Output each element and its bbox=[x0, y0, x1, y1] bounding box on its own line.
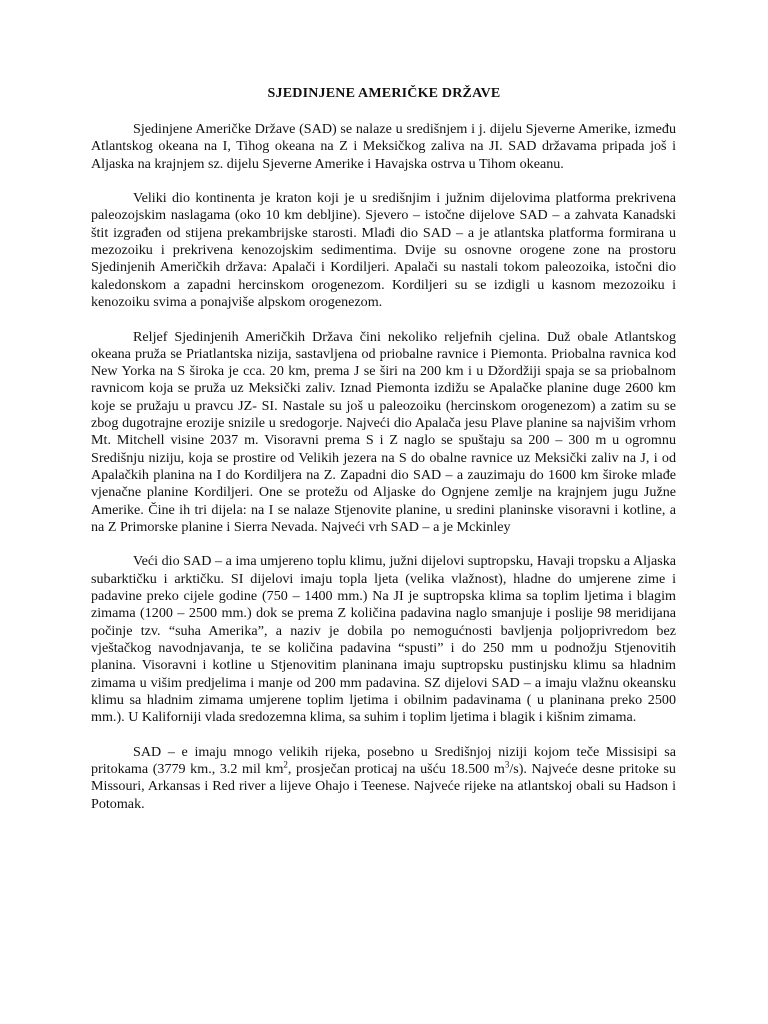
superscript-cubed: 3 bbox=[504, 759, 510, 770]
rivers-text-part-2: , prosječan proticaj na ušću 18.500 m bbox=[287, 760, 505, 777]
paragraph-location: Sjedinjene Američke Države (SAD) se nalaze u središnjem i j. dijelu Sjeverne Amerike, između Atlantskog okeana na I, Tihog okeana na Z i Meksičkog zaliva na JI. SAD državama pripada još i Aljaska na krajnjem sz. dijelu Sjeverne Amerike i Havajska ostrva u Tihom okeanu. bbox=[91, 121, 676, 172]
paragraph-climate: Veći dio SAD – a ima umjereno toplu klimu, južni dijelovi suptropsku, Havaji tropsku a Aljaska subarktičku i arktičku. SI dijelovi imaju topla ljeta (velika vlažnost), hladne do umjerene zime i padavine preko cijele godine (750 – 1400 mm.) Na JI je suptropska klima sa toplim ljetima i blagim zimama (1200 – 2500 mm.) dok se prema Z količina padavina naglo smanjuje i poslije 98 meridijana počinje tzv. “suha Amerika”, a naziv je dobila po nemogućnosti bavljenja poljoprivredom bez vještačkog navodnjavanja, te se količina padavina “spusti” i do 250 mm u podnožju Stjenovitih planina. Visoravni i kotline u Stjenovitim planinana imaju suptropsku pustinjsku klimu sa hladnim zimama u višim predjelima i manje od 200 mm padavina. SZ dijelovi SAD – a imaju vlažnu okeansku klimu sa hladnim zimama umjerene toplim ljetima i obilnim padavinama ( u planinana preko 2500 mm.). U Kaliforniji vlada sredozemna klima, sa suhim i toplim ljetima i blagik i kišnim zimama. bbox=[91, 553, 676, 726]
rivers-text-part-3: /s). Najveće desne pritoke su Missouri, Arkansas i Red river a lijeve Ohajo i Teenese. Najveće rijeke na atlantskoj obali su Hadson i Potomak. bbox=[91, 760, 676, 812]
document-title: SJEDINJENE AMERIČKE DRŽAVE bbox=[267, 86, 501, 101]
paragraph-geology: Veliki dio kontinenta je kraton koji je u središnjim i južnim dijelovima platforma prekrivena paleozojskim naslagama (oko 10 km debljine). Sjevero – istočne dijelove SAD – a zahvata Kanadski štit izgrađen od stijena prekambrijske starosti. Mlađi dio SAD – a je atlantska platforma formirana u mezozoiku i prekrivena kenozojskim sedimentima. Dvije su osnovne orogene zone na prostoru Sjedinjenih Američkih država: Apalači i Kordiljeri. Apalači su nastali tokom paleozoika, istočni dio kaledonskom a zapadni hercinskom orogenezom. Kordiljeri su se izdigli u kasnom mezozoiku i kenozoiku svima a ponajviše alpskom orogenezom. bbox=[91, 190, 676, 310]
paragraph-relief: Reljef Sjedinjenih Američkih Država čini nekoliko reljefnih cjelina. Duž obale Atlantskog okeana pruža se Priatlantska nizija, sastavljena od priobalne ravnice i Piemonta. Priobalna ravnica kod New Yorka na S široka je cca. 20 km, prema J se širi na 200 km i u Džordžiji spaja se sa priobalnom ravnicom koja se pruža uz Meksički zaliv. Iznad Piemonta izdižu se Apalačke planine duge 2600 km koje se pružaju u pravcu JZ- SI. Nastale su još u paleozoiku (hercinskom orogenezom) a zatim su se zbog dugotrajne erozije snizile u sredogorje. Najveći dio Apalača jesu Plave planine sa najvišim vrhom Mt. Mitchell visine 2037 m. Visoravni prema S i Z naglo se spuštaju sa 200 – 300 m u ogromnu Središnju niziju, koja se prostire od Velikih jezera na S do obalne ravnice uz Meksički zaliv na J, i od Apalačkih planina na I do Kordiljera na Z. Zapadni dio SAD – a zauzimaju do 1600 km široke mlađe vjenačne planine Kordiljeri. One se protežu od Aljaske do Ognjene zemlje na krajnjem jugu Južne Amerike. Čine ih tri dijela: na I se nalaze Stjenovite planine, u sredini planinske visoravni i kotline, a na Z Primorske planine i Sierra Nevada. Najveći vrh SAD – a je Mckinley bbox=[91, 328, 676, 535]
superscript-squared: 2 bbox=[283, 759, 288, 770]
document-body bbox=[91, 121, 676, 830]
rivers-text-part-1: SAD – e imaju mnogo velikih rijeka, posebno u Središnjoj niziji kojom teče Missisipi sa pritokama (3779 km., 3.2 mil km bbox=[91, 743, 676, 777]
paragraph-rivers bbox=[91, 744, 676, 813]
